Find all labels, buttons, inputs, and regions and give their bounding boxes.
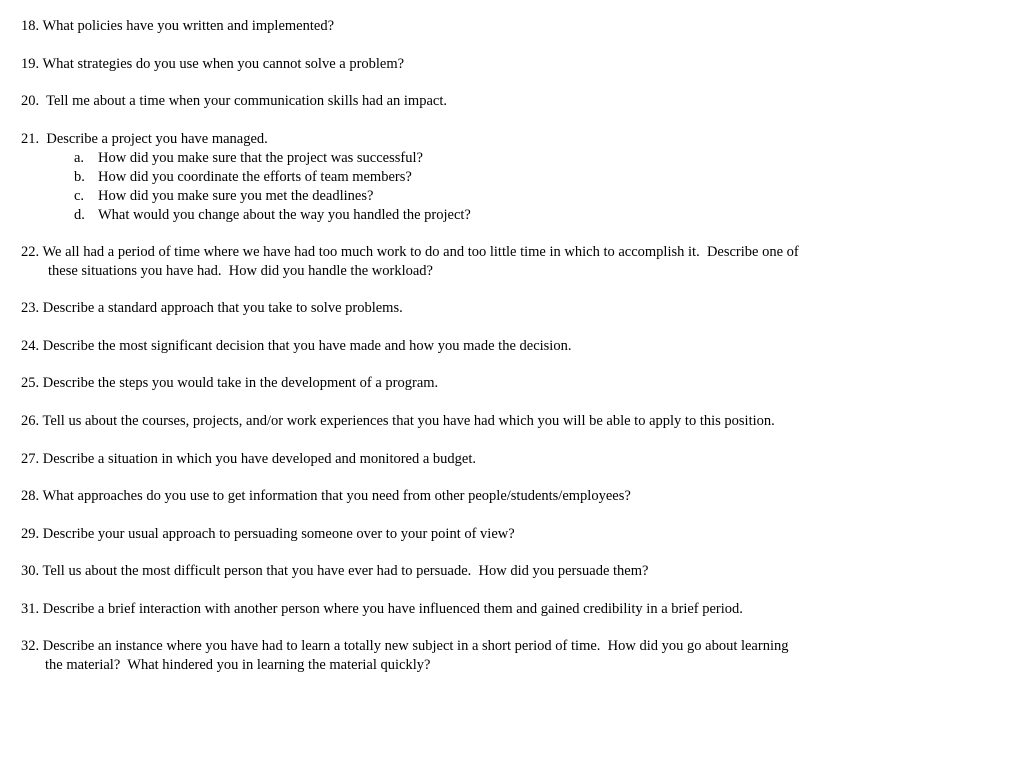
question-21: 21. Describe a project you have managed.	[21, 131, 268, 147]
question-25: 25. Describe the steps you would take in the development of a program.	[21, 375, 439, 391]
question-22-line-1: 22. We all had a period of time where we have had too much work to do and too little time in which to accomplish it. Describe one of	[21, 244, 799, 260]
sub-item-d-text: What would you change about the way you handled the project?	[98, 207, 471, 223]
question-18: 18. What policies have you written and implemented?	[21, 18, 335, 34]
question-29: 29. Describe your usual approach to persuading someone over to your point of view?	[21, 526, 515, 542]
question-20: 20. Tell me about a time when your communication skills had an impact.	[21, 93, 447, 109]
sub-item-b-text: How did you coordinate the efforts of team members?	[98, 169, 412, 185]
sub-item-a-letter: a.	[74, 150, 85, 166]
sub-item-c-text: How did you make sure you met the deadlines?	[98, 188, 374, 204]
question-32-line-2: the material? What hindered you in learning the material quickly?	[45, 657, 431, 673]
question-26: 26. Tell us about the courses, projects, and/or work experiences that you have had which you will be able to apply to this position.	[21, 413, 775, 429]
question-27: 27. Describe a situation in which you have developed and monitored a budget.	[21, 451, 477, 467]
question-19: 19. What strategies do you use when you cannot solve a problem?	[21, 56, 405, 72]
sub-item-d-letter: d.	[74, 207, 85, 223]
question-30: 30. Tell us about the most difficult person that you have ever had to persuade. How did you persuade them?	[21, 563, 649, 579]
sub-item-b-letter: b.	[74, 169, 85, 185]
question-22-line-2: these situations you have had. How did you handle the workload?	[48, 263, 433, 279]
question-28: 28. What approaches do you use to get information that you need from other people/students/employees?	[21, 488, 631, 504]
question-31: 31. Describe a brief interaction with another person where you have influenced them and gained credibility in a brief period.	[21, 601, 743, 617]
sub-item-c-letter: c.	[74, 188, 85, 204]
question-24: 24. Describe the most significant decision that you have made and how you made the decision.	[21, 338, 572, 354]
question-32-line-1: 32. Describe an instance where you have had to learn a totally new subject in a short period of time. How did you go about learning	[21, 638, 789, 654]
question-23: 23. Describe a standard approach that you take to solve problems.	[21, 300, 403, 316]
sub-item-a-text: How did you make sure that the project was successful?	[98, 150, 423, 166]
